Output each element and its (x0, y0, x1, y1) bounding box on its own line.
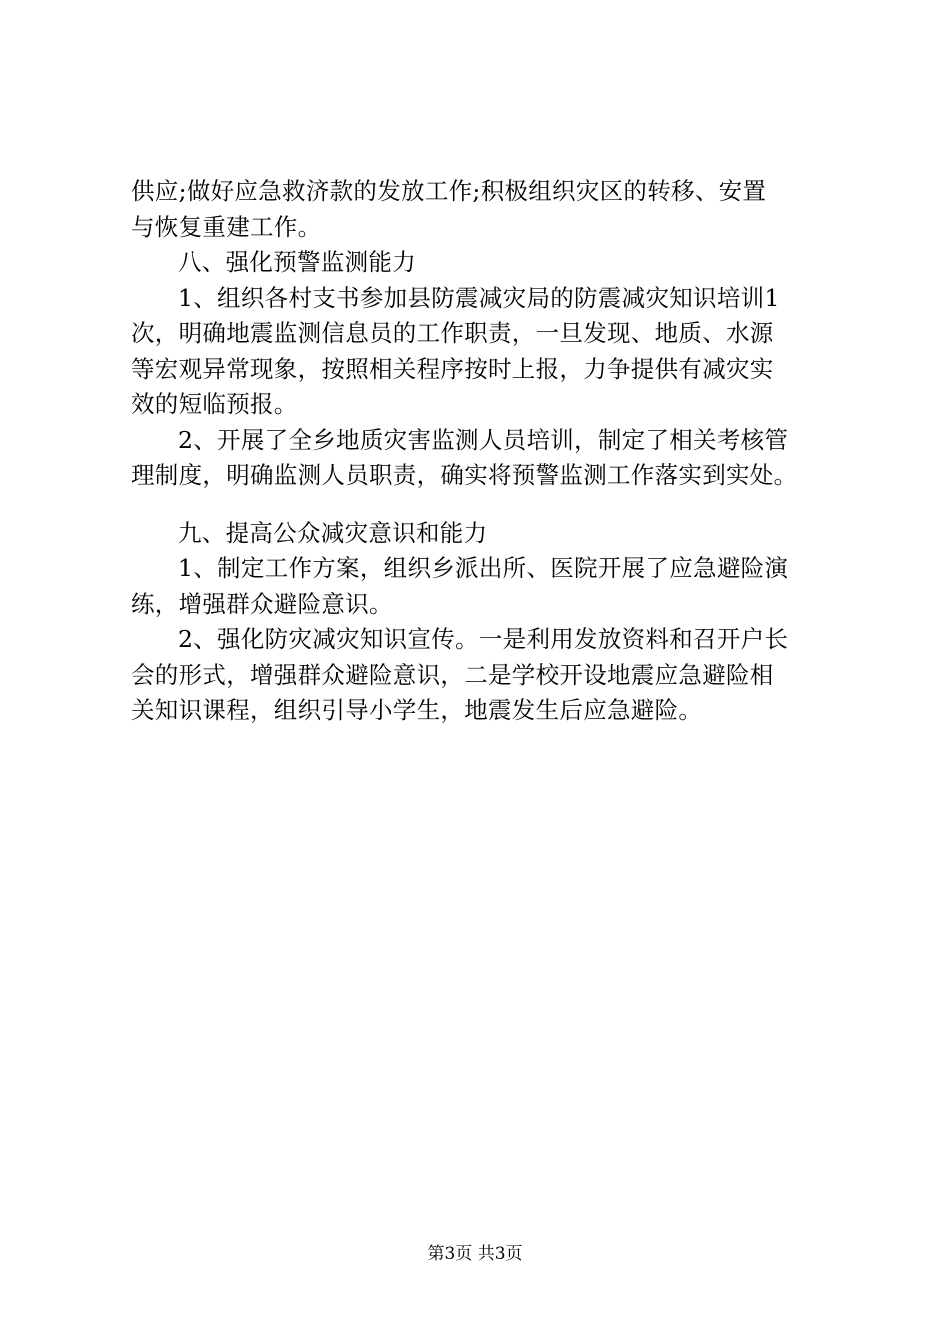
section-heading: 九、提高公众减灾意识和能力 (178, 518, 488, 547)
paragraph-warning-item-2 (131, 423, 841, 494)
paragraph-awareness-item-1 (131, 551, 841, 622)
text-line: 2、开展了全乡地质灾害监测人员培训，制定了相关考核管 (178, 425, 789, 454)
section-heading: 八、强化预警监测能力 (178, 248, 416, 276)
text-line: 1、制定工作方案，组织乡派出所、医院开展了应急避险演 (178, 554, 789, 582)
section-heading-public-awareness (131, 516, 841, 552)
text-line: 次，明确地震监测信息员的工作职责，一旦发现、地质、水源 (131, 319, 774, 347)
paragraph-awareness-item-2 (131, 622, 841, 729)
text-line: 1、组织各村支书参加县防震减灾局的防震减灾知识培训1 (178, 283, 780, 312)
text-line: 2、强化防灾减灾知识宣传。一是利用发放资料和召开户长 (178, 625, 789, 653)
paragraph-supply-relief (131, 174, 841, 245)
text-line: 与恢复重建工作。 (131, 212, 322, 241)
text-line: 等宏观异常现象，按照相关程序按时上报，力争提供有减灾实 (131, 354, 774, 383)
text-line: 练，增强群众避险意识。 (131, 589, 393, 618)
text-line: 理制度，明确监测人员职责，确实将预警监测工作落实到实处。 (131, 461, 798, 489)
text-line: 效的短临预报。 (131, 390, 298, 418)
page-number-footer: 第3页 共3页 (427, 1244, 523, 1264)
document-body (131, 174, 841, 729)
text-line: 会的形式，增强群众避险意识，二是学校开设地震应急避险相 (131, 660, 774, 689)
text-line: 关知识课程，组织引导小学生，地震发生后应急避险。 (131, 696, 703, 724)
text-line: 供应;做好应急救济款的发放工作;积极组织灾区的转移、安置 (131, 177, 767, 205)
paragraph-warning-item-1 (131, 281, 841, 423)
section-heading-early-warning (131, 245, 841, 281)
paragraph-gap (131, 494, 841, 516)
